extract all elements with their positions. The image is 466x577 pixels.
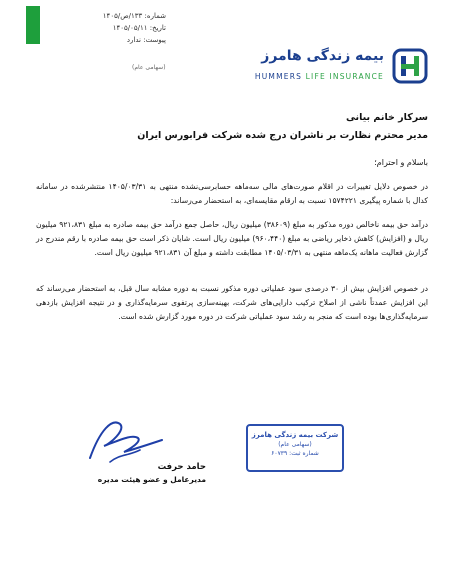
green-accent-bar bbox=[26, 6, 40, 44]
company-stamp bbox=[246, 424, 344, 472]
letter-number: شماره: ۱۳۳/ص/۱۴۰۵ bbox=[102, 12, 166, 20]
company-logo bbox=[190, 46, 430, 90]
letter-attachment: پیوست: ندارد bbox=[126, 36, 166, 44]
salutation: سرکار خانم بیانی bbox=[345, 112, 428, 123]
recipient-title: مدیر محترم نظارت بر ناشران درج شده شرکت فرابورس ایران bbox=[137, 130, 428, 141]
logo-persian-name: بیمه زندگی هامرز bbox=[261, 48, 384, 64]
stamp-company-name: شرکت بیمه زندگی هامرز bbox=[251, 431, 339, 439]
logo-company-type: (سهامی عام) bbox=[132, 64, 166, 71]
handwritten-signature bbox=[80, 410, 170, 470]
logo-english-suffix: LIFE INSURANCE bbox=[305, 72, 384, 81]
signer-title: مدیرعامل و عضو هیئت مدیره bbox=[97, 475, 206, 484]
stamp-company-type: (سهامی عام) bbox=[278, 441, 312, 448]
signer-block bbox=[96, 462, 206, 484]
letter-date: تاریخ: ۱۴۰۵/۰۵/۱۱ bbox=[112, 24, 166, 32]
paragraph-intro: در خصوص دلایل تغییرات در اقلام صورت‌های مالی سه‌ماهه حسابرسی‌نشده منتهی به ۱۴۰۵/۰۳/۳۱ منتشرشده در سامانه کدال با شماره پیگیری ۱۵۷۴۲۲۱ نسبت به ارقام مقایسه‌ای، به استحضار می‌رساند: bbox=[36, 182, 428, 205]
logo-english-name bbox=[255, 72, 384, 81]
logo-english-brand: HUMMERS bbox=[254, 72, 303, 81]
stamp-registration: شماره ثبت: ۶۰۷۳۹ bbox=[271, 450, 319, 457]
paragraph-profit: در خصوص افزایش بیش از ۳۰ درصدی سود عملیاتی دوره مذکور نسبت به دوره مشابه سال قبل، به استحضار می‌رساند که این افزایش عمدتاً ناشی از اصلاح ترکیب دارایی‌های شرکت، بهینه‌سازی پرتفوی سرمایه‌گذاری و در نتیجه افزایش بازدهی سرمایه‌گذاری‌ها بوده است که منجر به رشد سود عملیاتی شرکت در دوره مورد گزارش شده است. bbox=[36, 284, 428, 321]
paragraph-premium: درآمد حق بیمه ناخالص دوره مذکور به مبلغ (۳۸۶۰۹) میلیون ریال، حاصل جمع درآمد حق بیمه صادره به مبلغ ۹۲۱،۸۳۱ میلیون ریال و (افزایش) کاهش ذخایر ریاضی به مبلغ (۹۶۰،۴۴۰) میلیون ریال است. شایان ذکر است حق بیمه صادره با رقم مندرج در گزارش فعالیت ماهانه یک‌ماهه منتهی به ۱۴۰۵/۰۳/۳۱ مطابقت داشته و مبلغ آن ۹۲۱،۸۳۱ میلیون ریال است. bbox=[36, 220, 429, 257]
signer-name: حامد حرفت bbox=[157, 462, 206, 472]
logo-h-icon bbox=[390, 46, 430, 86]
letter-meta bbox=[46, 10, 166, 46]
greeting: باسلام و احترام؛ bbox=[374, 158, 428, 167]
